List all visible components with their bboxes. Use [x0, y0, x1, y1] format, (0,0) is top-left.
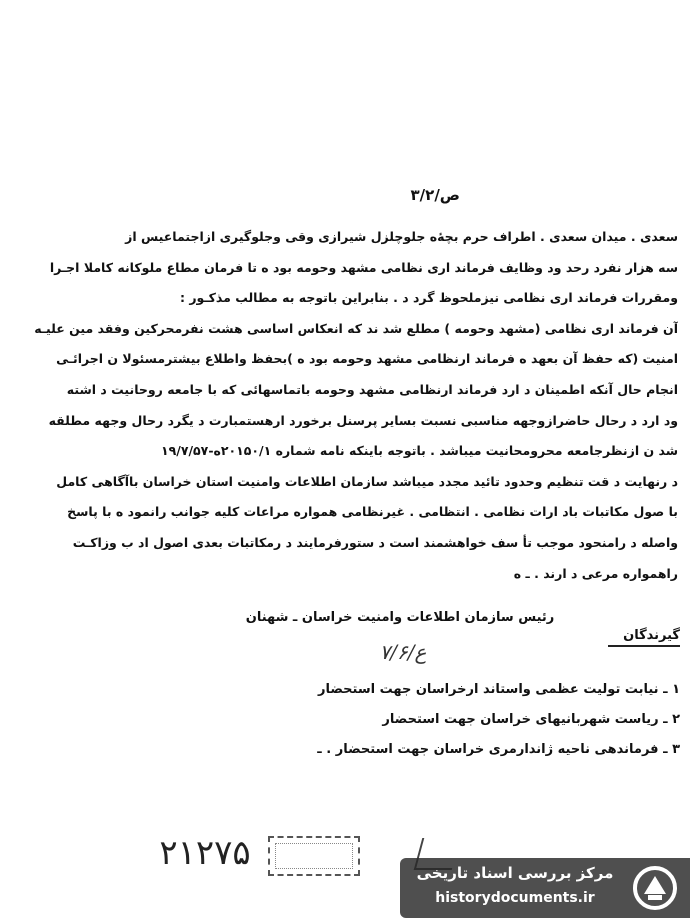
body-line: با صول مکاتبات باد ارات نظامی . انتظامی . غیرنظامی همواره مراعات کلیه جوانب رانمود ه با پاسخ [67, 504, 678, 520]
recipients-list [250, 675, 680, 765]
stamp-box [268, 836, 360, 876]
signature-line: رئیس سازمان اطلاعات وامنیت خراسان ـ شهنان [245, 610, 555, 625]
body-line: سه هزار نفرد رحد ود وظایف فرماند اری نظامی مشهد وحومه بود ه تا فرمان مطاع ملوکانه کاملا اجـرا [49, 259, 678, 275]
watermark-banner [400, 858, 690, 918]
body-line: د رنهایت د قت تنظیم وحدود تائید مجدد میباشد سازمان اطلاعات وامنیت استان خراسان باآگاهی کامل [56, 473, 678, 489]
body-line: واصله د رامنحود موجب تأ سف خواهشمند است د ستورفرمایند د رمکاتبات بعدی اصول اد ب وزاکـت [72, 534, 678, 550]
watermark-url: historydocuments.ir [435, 890, 595, 906]
recipients-heading-text: گیرندگان [623, 628, 680, 643]
body-line: انجام حال آنکه اطمینان د ارد فرماند ارنظامی مشهد وحومه باتماسهائی که با جامعه روحانیت د اشته [66, 381, 678, 397]
stamp-inner-border [275, 843, 353, 869]
archive-number: ۲۱۲۷۵ [159, 833, 251, 873]
page-number: ص/۳/۲ [410, 186, 460, 204]
heading-underline [608, 645, 680, 647]
body-line: شد ن ازنظرجامعه محرومحانیت میباشد . باتوجه باینکه نامه شماره ۲۰۱۵۰/۱ه-۱۹/۷/۵۷ [161, 443, 678, 459]
recipient-item: ۱ ـ نیابت تولیت عظمی واستاند ارخراسان جهت استحضار [317, 682, 680, 697]
body-line: آن فرماند اری نظامی (مشهد وحومه ) مطلع شد ند که انعکاس اساسی هشت نفرمحرکین وفقد مین علیـه [34, 320, 678, 336]
recipients-heading [560, 628, 680, 647]
body-line: راهمواره مرعی د ارند . ـ ه [513, 565, 678, 581]
watermark-title: مرکز بررسی اسناد تاریخی [416, 864, 614, 882]
body-line: ومقررات فرماند اری نظامی نیزملحوظ گرد د . بنابراین باتوجه به مطالب مذکـور : [180, 290, 678, 306]
handwritten-reference: ۷/۶/ع [379, 640, 427, 664]
recipient-item: ۳ ـ فرماندهی ناحیه ژاندارمری خراسان جهت استحضار . ـ [317, 742, 680, 757]
body-line: سعدی . میدان سعدی . اطراف حرم بچۀه جلوچلزل شیرازی وقی وجلوگیری ازاجتماعیس از [125, 229, 678, 244]
letter-body [30, 222, 678, 589]
body-line: ود ارد د رحال حاضرازوجهه مناسبی نسبت بسایر پرسنل برخورد ارهستمبارت د یگرد رحال وجهه مطلقه [48, 412, 678, 428]
recipient-item: ۲ ـ ریاست شهربانیهای خراسان جهت استحضار [382, 712, 680, 727]
archive-logo-icon [630, 864, 680, 912]
body-line: امنیت (که حفظ آن بعهد ه فرماند ارنظامی مشهد وحومه بود ه )بحفظ واطلاع بیشترمسئولا ن اجرائـی [56, 351, 678, 367]
